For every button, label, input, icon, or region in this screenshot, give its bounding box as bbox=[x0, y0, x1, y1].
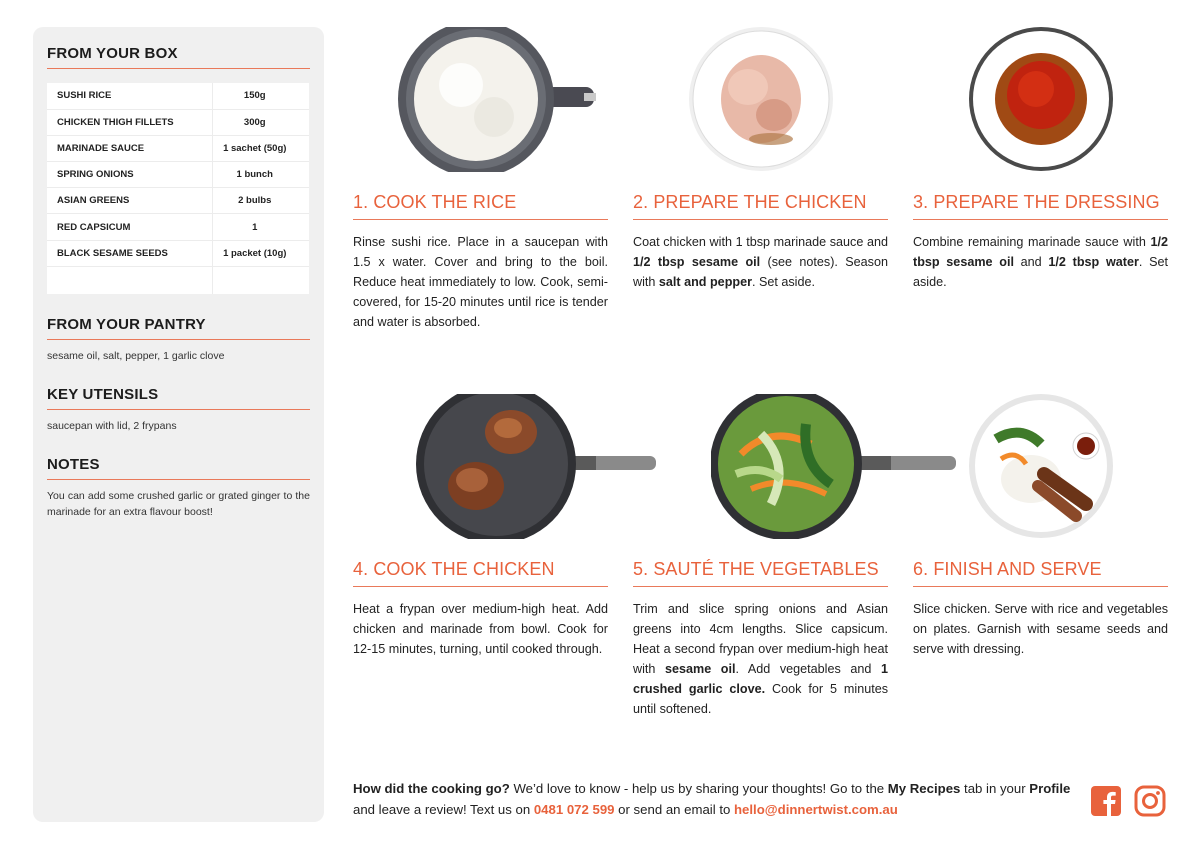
text-run: Cook for 5 minutes until softened. bbox=[633, 682, 889, 716]
notes-heading: NOTES bbox=[47, 456, 310, 480]
step-4 bbox=[353, 394, 608, 659]
step-1-text bbox=[353, 232, 608, 332]
step-4-text bbox=[353, 599, 608, 659]
ingredient-name: CHICKEN THIGH FILLETS bbox=[47, 109, 212, 135]
ingredient-name: BLACK SESAME SEEDS bbox=[47, 240, 212, 266]
ingredient-row-empty bbox=[47, 266, 309, 294]
text-run: (see notes). Season with bbox=[633, 255, 888, 289]
ingredient-name: MARINADE SAUCE bbox=[47, 135, 212, 161]
from-your-box-heading: FROM YOUR BOX bbox=[47, 45, 310, 69]
text-run: Heat a frypan over medium-high heat. Add chicken and marinade from bowl. Cook for 12-15 minutes, turning, until cooked through. bbox=[353, 602, 608, 656]
step-1-title: 1. COOK THE RICE bbox=[353, 192, 608, 220]
plated-dish-photo bbox=[966, 394, 1116, 539]
text-run: tab in your bbox=[960, 781, 1030, 796]
text-run: Rinse sushi rice. Place in a saucepan with 1.5 x water. Cover and bring to the boil. Reduce heat immediately to low. Cook, semi-covered, for 15-20 minutes until rice is tender and water is absorbed. bbox=[353, 235, 608, 329]
step-3-title: 3. PREPARE THE DRESSING bbox=[913, 192, 1168, 220]
rice-in-saucepan-photo bbox=[406, 27, 556, 172]
bold-text: 1/2 tbsp sesame oil bbox=[913, 235, 1168, 269]
notes-section bbox=[47, 456, 310, 520]
ingredient-name: RED CAPSICUM bbox=[47, 214, 212, 240]
ingredient-row bbox=[47, 214, 309, 240]
utensils-text: saucepan with lid, 2 frypans bbox=[47, 420, 177, 433]
ingredient-row bbox=[47, 83, 309, 109]
step-2 bbox=[633, 27, 888, 292]
bold-text: How did the cooking go? bbox=[353, 781, 510, 796]
ingredients-table bbox=[47, 83, 309, 294]
step-2-title: 2. PREPARE THE CHICKEN bbox=[633, 192, 888, 220]
text-run: and leave a review! Text us on bbox=[353, 802, 534, 817]
step-5-title: 5. SAUTÉ THE VEGETABLES bbox=[633, 559, 888, 587]
ingredient-quantity: 1 sachet (50g) bbox=[212, 135, 309, 161]
ingredient-quantity: 1 bbox=[212, 214, 309, 240]
step-5 bbox=[633, 394, 888, 719]
ingredient-quantity: 1 packet (10g) bbox=[212, 240, 309, 266]
ingredient-quantity: 1 bunch bbox=[212, 162, 309, 188]
contact-link[interactable]: 0481 072 599 bbox=[533, 802, 615, 817]
pantry-section bbox=[47, 316, 310, 364]
ingredient-name: ASIAN GREENS bbox=[47, 188, 212, 214]
text-run: or send an email to bbox=[614, 802, 734, 817]
step-6-title: 6. FINISH AND SERVE bbox=[913, 559, 1168, 587]
facebook-icon[interactable] bbox=[1090, 785, 1122, 817]
step-4-title: 4. COOK THE CHICKEN bbox=[353, 559, 608, 587]
ingredient-row bbox=[47, 135, 309, 161]
ingredient-row bbox=[47, 162, 309, 188]
bold-text: My Recipes bbox=[887, 781, 961, 796]
pantry-text: sesame oil, salt, pepper, 1 garlic clove bbox=[47, 350, 225, 363]
ingredient-name: SPRING ONIONS bbox=[47, 162, 212, 188]
ingredients-sidebar bbox=[33, 27, 324, 822]
ingredient-name: SUSHI RICE bbox=[47, 83, 212, 109]
step-6-text bbox=[913, 599, 1168, 659]
text-run: . Add vegetables and bbox=[735, 662, 881, 676]
instagram-icon[interactable] bbox=[1134, 785, 1166, 817]
step-2-text bbox=[633, 232, 888, 292]
chicken-in-bowl-photo bbox=[686, 27, 836, 172]
from-your-pantry-heading: FROM YOUR PANTRY bbox=[47, 316, 310, 340]
ingredient-row bbox=[47, 109, 309, 135]
step-3 bbox=[913, 27, 1168, 292]
dressing-in-bowl-photo bbox=[966, 27, 1116, 172]
step-6 bbox=[913, 394, 1168, 659]
notes-text: You can add some crushed garlic or grated ginger to the marinade for an extra flavour boost! bbox=[47, 490, 310, 519]
step-5-text bbox=[633, 599, 888, 719]
bold-text: salt and pepper bbox=[658, 275, 752, 289]
feedback-footer bbox=[353, 778, 1073, 820]
text-run: . Set aside. bbox=[751, 275, 815, 289]
text-run: Coat chicken with 1 tbsp marinade sauce and bbox=[633, 235, 888, 249]
utensils-section bbox=[47, 386, 310, 434]
text-run: Combine remaining marinade sauce with bbox=[913, 235, 1151, 249]
key-utensils-heading: KEY UTENSILS bbox=[47, 386, 310, 410]
vegetables-in-frypan-photo bbox=[686, 394, 836, 539]
text-run: We’d love to know - help us by sharing your thoughts! Go to the bbox=[509, 781, 888, 796]
ingredient-quantity: 2 bulbs bbox=[212, 188, 309, 214]
feedback-text bbox=[353, 781, 1070, 817]
ingredient-row bbox=[47, 240, 309, 266]
step-1 bbox=[353, 27, 608, 332]
text-run: . Set aside. bbox=[913, 255, 1169, 289]
text-run: and bbox=[1013, 255, 1049, 269]
ingredient-row bbox=[47, 188, 309, 214]
text-run: Trim and slice spring onions and Asian greens into 4cm lengths. Slice capsicum. Heat a second frypan over medium-high heat with bbox=[633, 602, 888, 676]
bold-text: Profile bbox=[1029, 781, 1071, 796]
text-run: Slice chicken. Serve with rice and vegetables on plates. Garnish with sesame seeds and serve with dressing. bbox=[913, 602, 1168, 656]
bold-text: 1/2 tbsp sesame oil bbox=[633, 255, 761, 269]
step-3-text bbox=[913, 232, 1168, 292]
ingredient-quantity: 300g bbox=[212, 109, 309, 135]
chicken-in-frypan-photo bbox=[406, 394, 556, 539]
ingredient-quantity: 150g bbox=[212, 83, 309, 109]
contact-link[interactable]: hello@dinnertwist.com.au bbox=[734, 802, 898, 817]
bold-text: sesame oil bbox=[664, 662, 736, 676]
bold-text: 1/2 tbsp water bbox=[1048, 255, 1139, 269]
bold-text: 1 crushed garlic clove. bbox=[633, 662, 888, 696]
